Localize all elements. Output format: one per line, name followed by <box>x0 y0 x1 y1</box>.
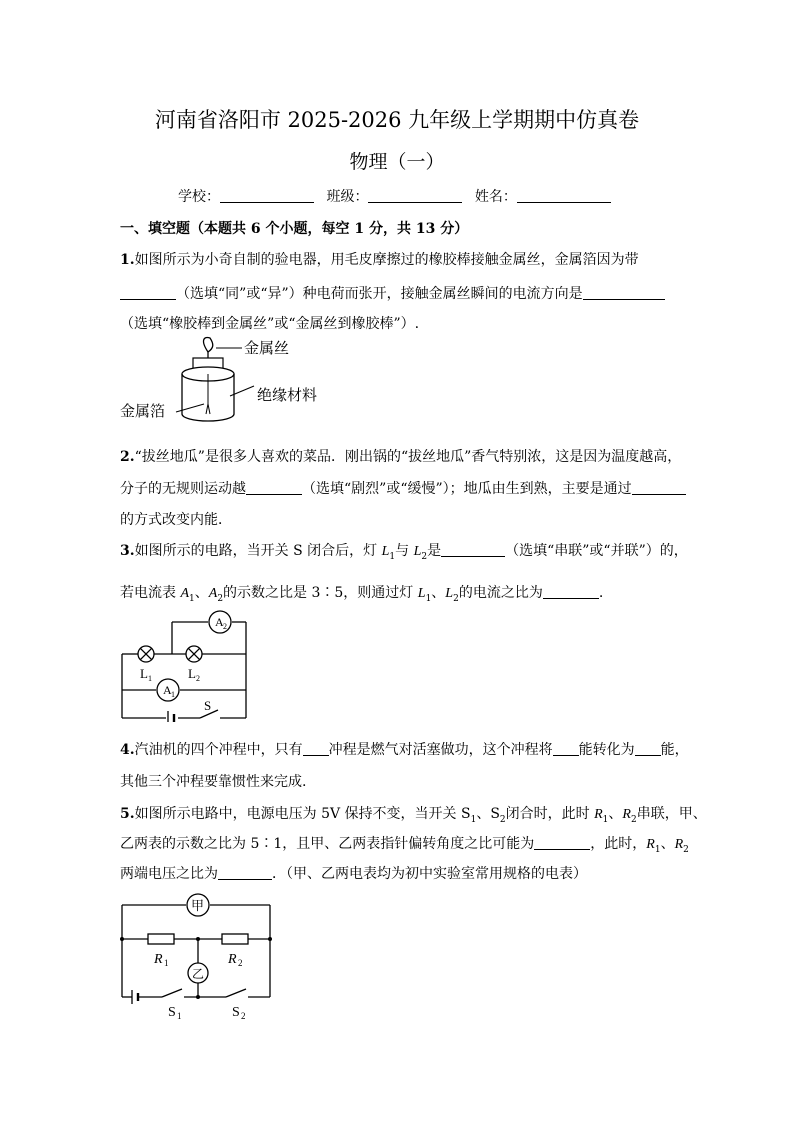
svg-text:甲: 甲 <box>191 898 205 913</box>
q3-blank1[interactable] <box>441 543 505 557</box>
jar-bottom <box>182 414 234 421</box>
page-subtitle: 物理（一） <box>349 151 445 173</box>
svg-text:2: 2 <box>238 958 243 968</box>
foil-leaf-2 <box>208 404 210 414</box>
q5-junction <box>120 937 124 941</box>
svg-text:L: L <box>188 666 196 681</box>
q4-line2: 其他三个冲程要靠惯性来完成. <box>120 774 307 790</box>
school-label: 学校： <box>178 189 220 205</box>
page-title: 河南省洛阳市 2025-2026 九年级上学期期中仿真卷 <box>154 108 640 132</box>
electroscope-figure <box>118 334 338 428</box>
q1-blank2[interactable] <box>583 286 665 300</box>
svg-text:S: S <box>168 1005 176 1020</box>
svg-text:2: 2 <box>241 1011 246 1021</box>
q3-line2: 若电流表 $A_1$、$A_2$的示数之比是 3∶5，则通过灯 $L_1$、$L_2$的电流之比为 . <box>120 585 604 604</box>
q2-line1: 2.“拔丝地瓜”是很多人喜欢的菜品．刚出锅的“拔丝地瓜”香气特别浓，这是因为温度越高， <box>120 449 682 465</box>
foil-leaf-1 <box>206 404 208 414</box>
svg-text:1: 1 <box>171 690 175 699</box>
q5-junction <box>196 995 200 999</box>
name-label: 姓名： <box>474 189 517 205</box>
label-insulation: 绝缘材料 <box>257 388 318 404</box>
switch-S1 <box>162 989 182 997</box>
q2-blank2[interactable] <box>632 481 686 495</box>
class-blank[interactable] <box>368 188 462 203</box>
q4-blank3[interactable] <box>635 742 661 756</box>
q1-blank1[interactable] <box>120 286 176 300</box>
q2-line3: 的方式改变内能． <box>120 512 232 528</box>
foil-pointer <box>176 404 204 412</box>
svg-text:乙: 乙 <box>192 967 205 981</box>
svg-text:L: L <box>140 666 148 681</box>
student-info <box>178 186 619 206</box>
name-blank[interactable] <box>517 188 611 203</box>
circuit-figure-q3 <box>116 606 256 722</box>
svg-text:2: 2 <box>223 622 227 631</box>
svg-text:S: S <box>232 1005 240 1020</box>
resistor-R2 <box>222 934 248 944</box>
q5-blank2[interactable] <box>218 866 272 880</box>
q4-blank2[interactable] <box>553 742 579 756</box>
q1-line2: （选填“同”或“异”）种电荷而张开，接触金属丝瞬间的电流方向是 <box>120 283 665 303</box>
q2-blank1[interactable] <box>246 481 302 495</box>
school-blank[interactable] <box>220 188 314 203</box>
circuit-figure-q5 <box>116 893 276 1023</box>
svg-text:1: 1 <box>164 958 169 968</box>
q1-line3: （选填“橡胶棒到金属丝”或“金属丝到橡胶棒”）. <box>120 316 420 332</box>
svg-text:2: 2 <box>196 674 200 683</box>
switch-S2 <box>226 989 246 997</box>
q4-blank1[interactable] <box>303 742 329 756</box>
svg-text:A: A <box>163 683 172 697</box>
q5-junction <box>196 937 200 941</box>
q4-line1: 4.汽油机的四个冲程中，只有 冲程是燃气对活塞做功，这个冲程将 能转化为 能， <box>120 742 689 758</box>
section-heading: 一、填空题（本题共 6 个小题，每空 1 分，共 13 分） <box>120 221 469 237</box>
label-foil: 金属箔 <box>120 404 166 420</box>
q5-line2: 乙两表的示数之比为 5∶1，且甲、乙两表指针偏转角度之比可能为 ，此时，$R_1$、$R_2$ <box>120 836 689 855</box>
q5-blank1[interactable] <box>534 836 590 850</box>
svg-text:1: 1 <box>148 674 152 683</box>
q3-blank2[interactable] <box>543 585 599 599</box>
q5-line1: 5.如图所示电路中，电源电压为 5V 保持不变，当开关 $S_1$、$S_2$闭合时，此时 $R_1$、$R_2$串联，甲、 <box>120 806 707 825</box>
svg-text:R: R <box>228 952 237 967</box>
svg-text:R: R <box>154 952 163 967</box>
q3-line1: 3.如图所示的电路，当开关 S 闭合后，灯 $L_1$与 $L_2$是 （选填“串联”或“并联”）的， <box>120 543 688 562</box>
label-wire: 金属丝 <box>244 341 290 357</box>
svg-text:A: A <box>215 615 224 629</box>
resistor-R1 <box>148 934 174 944</box>
q5-junction <box>268 937 272 941</box>
q5-line3: 两端电压之比为 ．（甲、乙两电表均为初中实验室常用规格的电表） <box>120 866 587 882</box>
q2-line2: 分子的无规则运动越 （选填“剧烈”或“缓慢”）；地瓜由生到熟，主要是通过 <box>120 478 686 498</box>
class-label: 班级： <box>326 189 369 205</box>
svg-text:1: 1 <box>177 1011 182 1021</box>
metal-wire-loop <box>204 338 213 352</box>
svg-text:S: S <box>204 698 212 713</box>
q1-line1: 1.如图所示为小奇自制的验电器，用毛皮摩擦过的橡胶棒接触金属丝，金属箔因为带 <box>120 252 639 268</box>
